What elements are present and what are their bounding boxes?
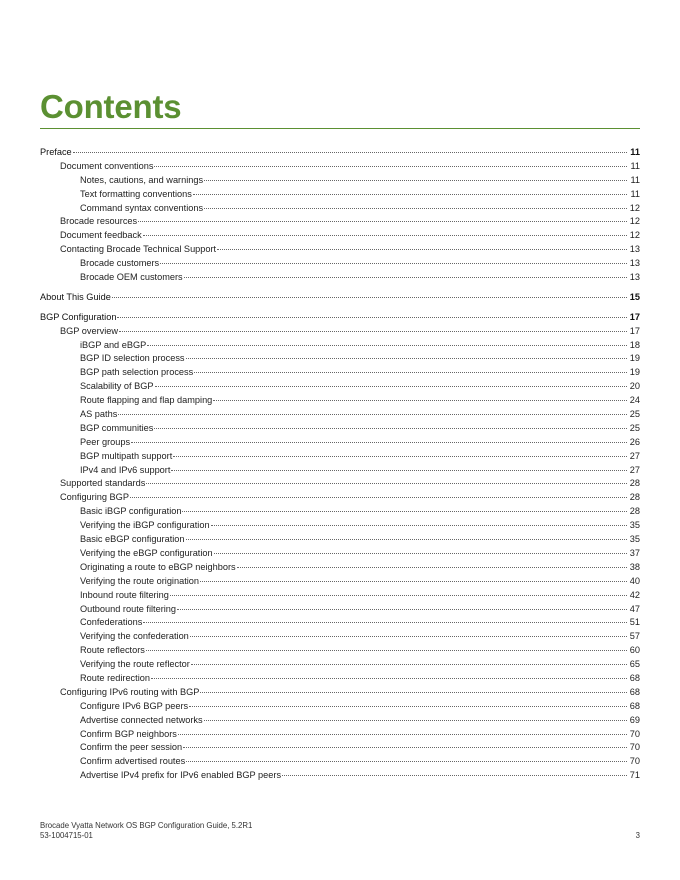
toc-entry-title: Configuring BGP — [60, 492, 129, 503]
toc-entry[interactable] — [40, 686, 640, 700]
toc-entry[interactable] — [40, 160, 640, 174]
toc-entry-title: Route flapping and flap damping — [80, 395, 213, 406]
toc-entry[interactable] — [40, 603, 640, 617]
toc-entry-page: 11 — [630, 160, 640, 171]
toc-entry-title: Originating a route to eBGP neighbors — [80, 561, 236, 572]
toc-entry-title: Verifying the route origination — [80, 575, 200, 586]
toc-entry-page: 11 — [630, 174, 640, 185]
toc-entry[interactable] — [40, 575, 640, 589]
toc-dot-leader — [282, 775, 627, 776]
toc-entry-title: Confirm the peer session — [80, 742, 183, 753]
toc-entry[interactable] — [40, 644, 640, 658]
toc-entry[interactable] — [40, 491, 640, 505]
toc-entry[interactable] — [40, 325, 640, 339]
toc-dot-leader — [194, 372, 627, 373]
toc-entry-page: 12 — [629, 202, 640, 213]
toc-dot-leader — [130, 497, 627, 498]
toc-dot-leader — [217, 249, 627, 250]
toc-entry-page: 70 — [629, 742, 640, 753]
toc-entry-page: 60 — [629, 645, 640, 656]
toc-entry-title: Confirm BGP neighbors — [80, 728, 177, 739]
toc-entry-page: 47 — [629, 603, 640, 614]
toc-entry-page: 38 — [629, 561, 640, 572]
toc-entry-title: BGP path selection process — [80, 367, 194, 378]
toc-entry-page: 37 — [629, 547, 640, 558]
toc-entry[interactable] — [40, 561, 640, 575]
toc-entry-page: 13 — [629, 244, 640, 255]
toc-entry[interactable] — [40, 672, 640, 686]
toc-entry-title: Basic iBGP configuration — [80, 506, 182, 517]
toc-dot-leader — [138, 221, 627, 222]
toc-entry[interactable] — [40, 741, 640, 755]
toc-dot-leader — [146, 483, 627, 484]
toc-dot-leader — [146, 650, 627, 651]
toc-entry-page: 35 — [629, 520, 640, 531]
toc-entry-title: Brocade resources — [60, 216, 138, 227]
toc-dot-leader — [112, 297, 627, 298]
toc-entry-page: 17 — [629, 311, 640, 322]
toc-dot-leader — [200, 581, 627, 582]
toc-entry[interactable] — [40, 728, 640, 742]
toc-entry-title: Confirm advertised routes — [80, 756, 186, 767]
toc-dot-leader — [73, 152, 627, 153]
toc-dot-leader — [204, 720, 627, 721]
toc-entry-title: Brocade customers — [80, 258, 160, 269]
toc-dot-leader — [147, 345, 627, 346]
toc-entry-page: 11 — [630, 147, 640, 157]
toc-entry[interactable] — [40, 174, 640, 188]
toc-dot-leader — [177, 609, 627, 610]
toc-dot-leader — [118, 414, 627, 415]
footer-page-number: 3 — [635, 830, 640, 840]
toc-entry-title: Peer groups — [80, 436, 131, 447]
toc-entry-title: Route reflectors — [80, 645, 145, 656]
toc-dot-leader — [155, 386, 627, 387]
toc-entry[interactable] — [40, 589, 640, 603]
toc-entry-title: Contacting Brocade Technical Support — [60, 244, 217, 255]
page-footer — [40, 821, 640, 840]
toc-entry-page: 68 — [629, 686, 640, 697]
toc-dot-leader — [131, 442, 627, 443]
toc-entry-title: Confederations — [80, 617, 143, 628]
toc-entry[interactable] — [40, 243, 640, 257]
toc-dot-leader — [182, 511, 627, 512]
toc-entry[interactable] — [40, 755, 640, 769]
toc-entry-page: 69 — [629, 714, 640, 725]
toc-dot-leader — [183, 747, 627, 748]
toc-entry[interactable] — [40, 339, 640, 353]
toc-dot-leader — [184, 277, 627, 278]
toc-entry-page: 65 — [629, 659, 640, 670]
toc-dot-leader — [173, 456, 627, 457]
toc-entry-page: 26 — [629, 436, 640, 447]
toc-entry-title: Outbound route filtering — [80, 603, 177, 614]
toc-entry[interactable] — [40, 229, 640, 243]
toc-dot-leader — [193, 194, 627, 195]
toc-entry[interactable] — [40, 700, 640, 714]
toc-entry-title: BGP overview — [60, 325, 119, 336]
toc-entry-page: 42 — [629, 589, 640, 600]
toc-entry-title: About This Guide — [40, 291, 111, 302]
toc-entry-title: Text formatting conventions — [80, 188, 192, 199]
toc-entry-title: Advertise IPv4 prefix for IPv6 enabled BGP peers — [80, 770, 282, 781]
toc-entry-title: BGP multipath support — [80, 450, 173, 461]
toc-entry-page: 28 — [629, 478, 640, 489]
toc-entry-page: 12 — [629, 216, 640, 227]
toc-dot-leader — [204, 180, 627, 181]
toc-entry[interactable] — [40, 215, 640, 229]
toc-entry[interactable] — [40, 408, 640, 422]
toc-dot-leader — [191, 664, 627, 665]
toc-entry-title: IPv4 and IPv6 support — [80, 464, 171, 475]
toc-entry-title: Document feedback — [60, 230, 142, 241]
toc-entry-title: Verifying the eBGP configuration — [80, 547, 213, 558]
toc-dot-leader — [151, 678, 627, 679]
toc-entry-title: BGP Configuration — [40, 311, 117, 322]
toc-entry[interactable] — [40, 505, 640, 519]
toc-entry-page: 51 — [629, 617, 640, 628]
toc-entry-title: Verifying the confederation — [80, 631, 189, 642]
toc-dot-leader — [154, 166, 627, 167]
toc-entry-title: iBGP and eBGP — [80, 339, 147, 350]
toc-entry[interactable] — [40, 547, 640, 561]
toc-entry-page: 24 — [629, 395, 640, 406]
toc-dot-leader — [171, 470, 627, 471]
toc-entry-title: BGP communities — [80, 422, 154, 433]
toc-entry[interactable] — [40, 477, 640, 491]
toc-entry-title: Preface — [40, 147, 72, 157]
toc-entry[interactable] — [40, 630, 640, 644]
toc-entry-title: Command syntax conventions — [80, 202, 204, 213]
toc-dot-leader — [214, 553, 627, 554]
toc-dot-leader — [190, 636, 627, 637]
toc-dot-leader — [117, 317, 627, 318]
toc-entry[interactable] — [40, 464, 640, 478]
toc-entry-title: Notes, cautions, and warnings — [80, 174, 204, 185]
footer-document-number: 53-1004715-01 — [40, 830, 93, 840]
toc-entry-page: 18 — [629, 339, 640, 350]
toc-entry[interactable] — [40, 394, 640, 408]
toc-entry-title: AS paths — [80, 409, 118, 420]
toc-entry-page: 70 — [629, 756, 640, 767]
toc-dot-leader — [154, 428, 627, 429]
toc-entry-page: 19 — [629, 367, 640, 378]
toc-entry[interactable] — [40, 519, 640, 533]
toc-entry-title: Supported standards — [60, 478, 146, 489]
toc-entry-page: 25 — [629, 409, 640, 420]
toc-dot-leader — [211, 525, 627, 526]
toc-entry-title: Advertise connected networks — [80, 714, 203, 725]
toc-entry-title: Basic eBGP configuration — [80, 534, 185, 545]
toc-entry[interactable] — [40, 271, 640, 285]
toc-entry-title: Configure IPv6 BGP peers — [80, 700, 189, 711]
toc-entry-page: 68 — [629, 672, 640, 683]
footer-document-title: Brocade Vyatta Network OS BGP Configuration Guide, 5.2R1 — [40, 821, 253, 830]
toc-entry-page: 27 — [629, 464, 640, 475]
toc-entry[interactable] — [40, 380, 640, 394]
toc-entry[interactable] — [40, 366, 640, 380]
toc-entry-title: Route redirection — [80, 672, 150, 683]
toc-entry-page: 71 — [629, 770, 640, 781]
page-title: Contents — [40, 88, 182, 125]
toc-entry-page: 70 — [629, 728, 640, 739]
toc-entry[interactable] — [40, 533, 640, 547]
toc-dot-leader — [237, 567, 627, 568]
toc-entry-page: 28 — [629, 506, 640, 517]
toc-entry-title: Document conventions — [60, 160, 154, 171]
toc-entry-page: 13 — [629, 258, 640, 269]
toc-entry-page: 12 — [629, 230, 640, 241]
toc-entry-title: Scalability of BGP — [80, 381, 154, 392]
toc-entry[interactable] — [40, 188, 640, 202]
toc-dot-leader — [119, 331, 627, 332]
toc-dot-leader — [186, 761, 627, 762]
toc-dot-leader — [200, 692, 627, 693]
toc-entry[interactable] — [40, 714, 640, 728]
toc-entry-page: 11 — [630, 188, 640, 199]
toc-entry-page: 40 — [629, 575, 640, 586]
toc-entry-page: 13 — [629, 272, 640, 283]
toc-entry[interactable] — [40, 257, 640, 271]
toc-entry-page: 35 — [629, 534, 640, 545]
table-of-contents — [40, 146, 640, 783]
toc-entry-page: 15 — [629, 291, 640, 302]
toc-dot-leader — [178, 734, 627, 735]
toc-entry-page: 25 — [629, 422, 640, 433]
toc-entry[interactable] — [40, 658, 640, 672]
toc-entry[interactable] — [40, 769, 640, 783]
toc-dot-leader — [186, 539, 627, 540]
toc-entry-page: 57 — [629, 631, 640, 642]
toc-dot-leader — [213, 400, 627, 401]
toc-entry[interactable] — [40, 291, 640, 305]
toc-dot-leader — [160, 263, 627, 264]
toc-entry-page: 27 — [629, 450, 640, 461]
toc-entry[interactable] — [40, 146, 640, 160]
toc-entry[interactable] — [40, 311, 640, 325]
toc-entry[interactable] — [40, 436, 640, 450]
toc-entry-title: Verifying the iBGP configuration — [80, 520, 210, 531]
toc-entry[interactable] — [40, 202, 640, 216]
toc-entry[interactable] — [40, 422, 640, 436]
toc-dot-leader — [189, 706, 627, 707]
toc-entry[interactable] — [40, 352, 640, 366]
toc-entry-page: 19 — [629, 353, 640, 364]
toc-entry-page: 17 — [629, 325, 640, 336]
toc-dot-leader — [170, 595, 627, 596]
title-divider — [40, 128, 640, 129]
toc-entry-page: 68 — [629, 700, 640, 711]
toc-entry[interactable] — [40, 450, 640, 464]
toc-entry-title: Inbound route filtering — [80, 589, 169, 600]
toc-dot-leader — [143, 235, 627, 236]
toc-entry-title: BGP ID selection process — [80, 353, 185, 364]
toc-entry[interactable] — [40, 616, 640, 630]
toc-entry-title: Configuring IPv6 routing with BGP — [60, 686, 200, 697]
toc-dot-leader — [204, 208, 627, 209]
toc-dot-leader — [186, 358, 627, 359]
toc-entry-page: 20 — [629, 381, 640, 392]
toc-dot-leader — [143, 622, 627, 623]
toc-entry-title: Brocade OEM customers — [80, 272, 183, 283]
toc-entry-title: Verifying the route reflector — [80, 659, 190, 670]
toc-entry-page: 28 — [629, 492, 640, 503]
